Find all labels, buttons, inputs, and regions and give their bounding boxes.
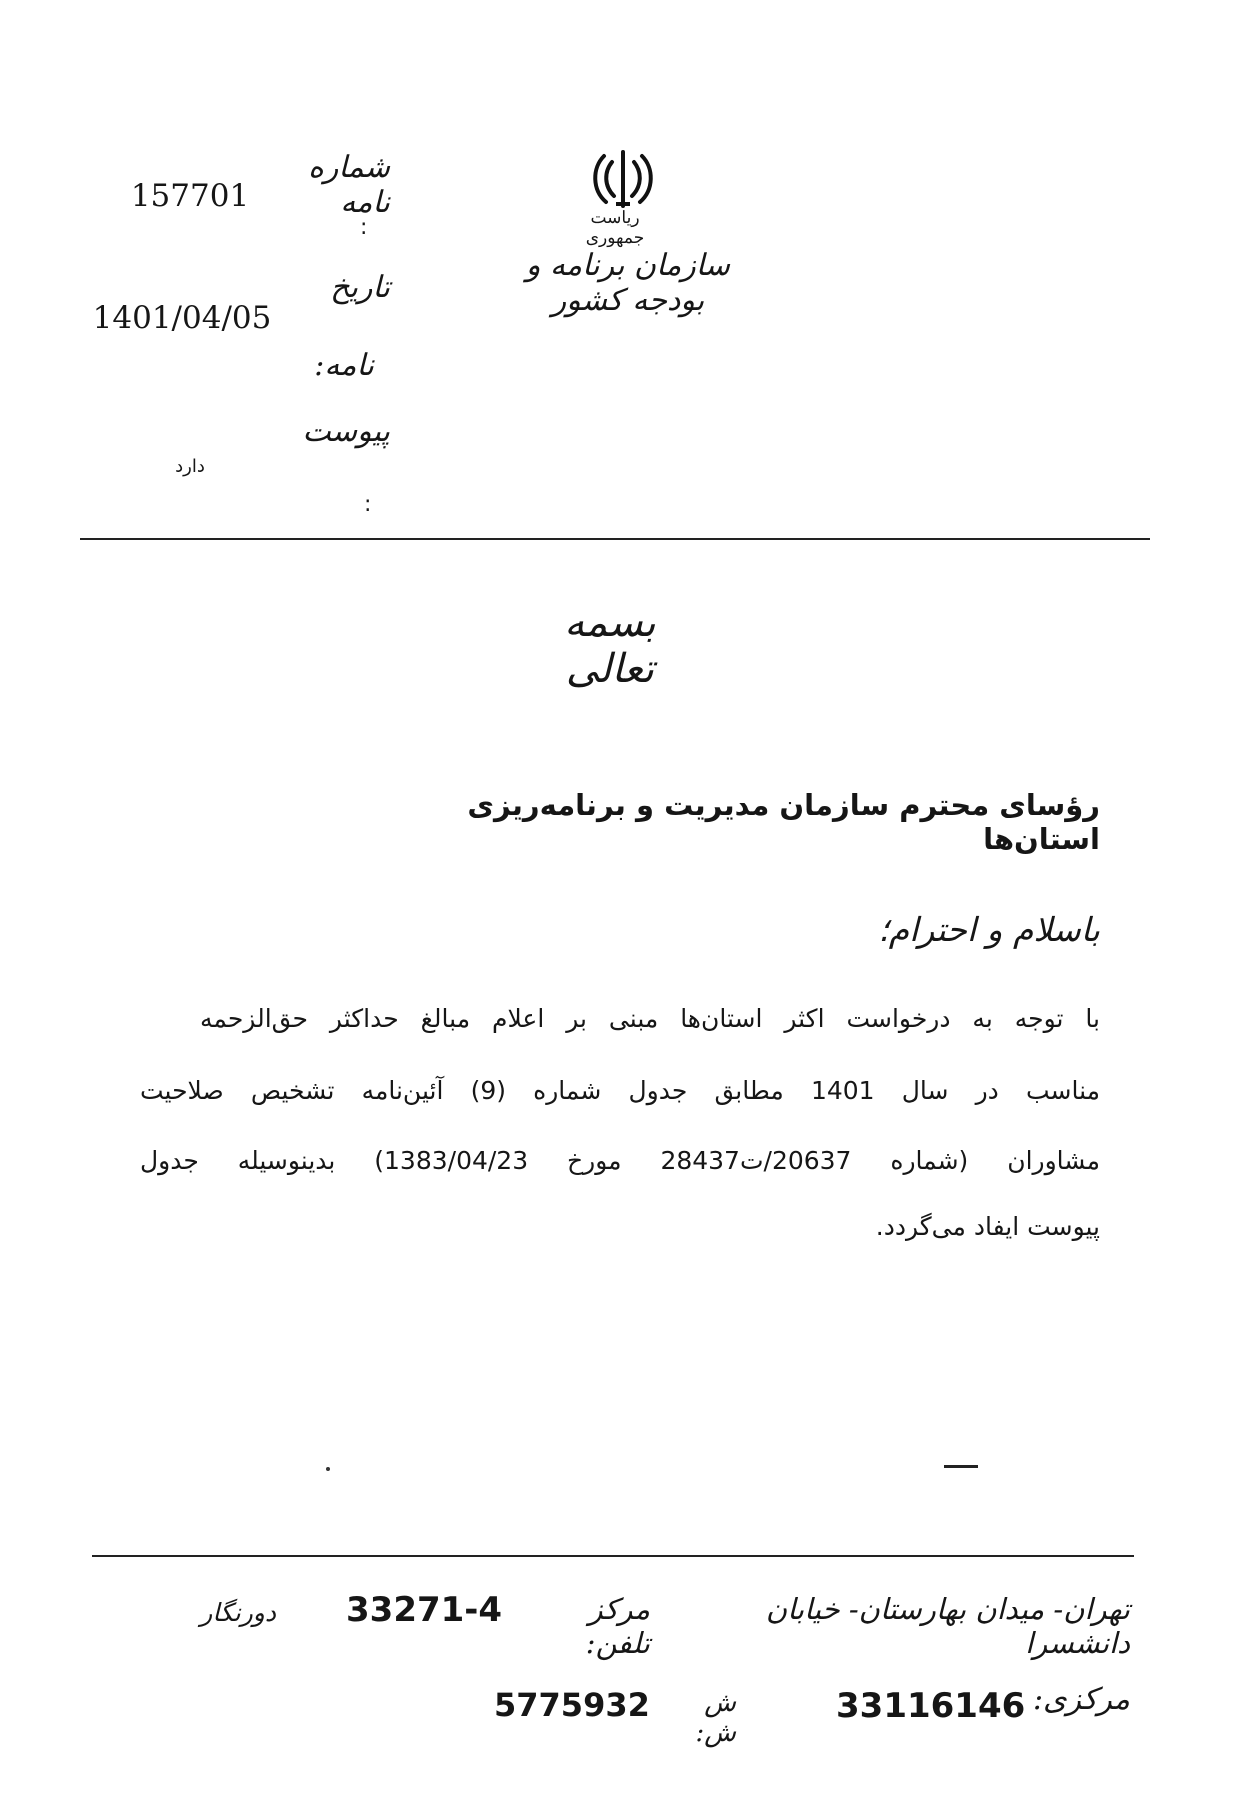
attachment-value: دارد (175, 456, 205, 477)
letter-number-value: 157701 (130, 178, 250, 214)
signature-dash (944, 1465, 978, 1468)
organization-name: سازمان برنامه و بودجه کشور (525, 248, 731, 318)
fax-label: دورنگار (200, 1598, 276, 1627)
presidency-label: ریاست جمهوری (585, 208, 645, 248)
colon-separator: : (364, 492, 372, 517)
footer-address: تهران- میدان بهارستان- خیابان دانشسرا (765, 1592, 1130, 1660)
colon-separator: : (360, 215, 368, 240)
scan-speck (326, 1467, 330, 1471)
body-line: با توجه به درخواست اکثر استان‌ها مبنی بر اعلام مبالغ حداکثر حق‌الزحمه (200, 1004, 1100, 1033)
letter-label: نامه: (314, 348, 374, 383)
date-label: تاریخ (330, 270, 390, 305)
attachment-label: پیوست (302, 414, 390, 449)
body-line: پیوست ایفاد می‌گردد. (875, 1212, 1100, 1241)
letter-number-label: شماره نامه (308, 150, 390, 220)
ss-label: ش ش: (695, 1688, 736, 1748)
date-value: 1401/04/05 (92, 300, 272, 336)
header-divider (80, 538, 1150, 540)
body-line: مشاوران (شماره 20637/ت28437 مورخ 1383/04/23) بدینوسیله جدول (140, 1146, 1100, 1175)
addressee: رؤسای محترم سازمان مدیریت و برنامه‌ریزی استان‌ها (467, 788, 1100, 856)
basmala-heading: بسمه تعالی (564, 600, 656, 692)
greeting: باسلام و احترام؛ (878, 910, 1100, 949)
phone-label: مرکز تلفن: (585, 1592, 650, 1660)
footer-divider (92, 1555, 1134, 1557)
body-line: مناسب در سال 1401 مطابق جدول شماره (9) آئین‌نامه تشخیص صلاحیت (140, 1076, 1101, 1105)
central-number: 33116146 (836, 1686, 1026, 1726)
iran-emblem-icon (590, 148, 656, 210)
phone-number: 33271-4 (346, 1590, 503, 1630)
ss-number: 5775932 (494, 1686, 650, 1724)
central-label: مرکزی: (1032, 1682, 1130, 1717)
